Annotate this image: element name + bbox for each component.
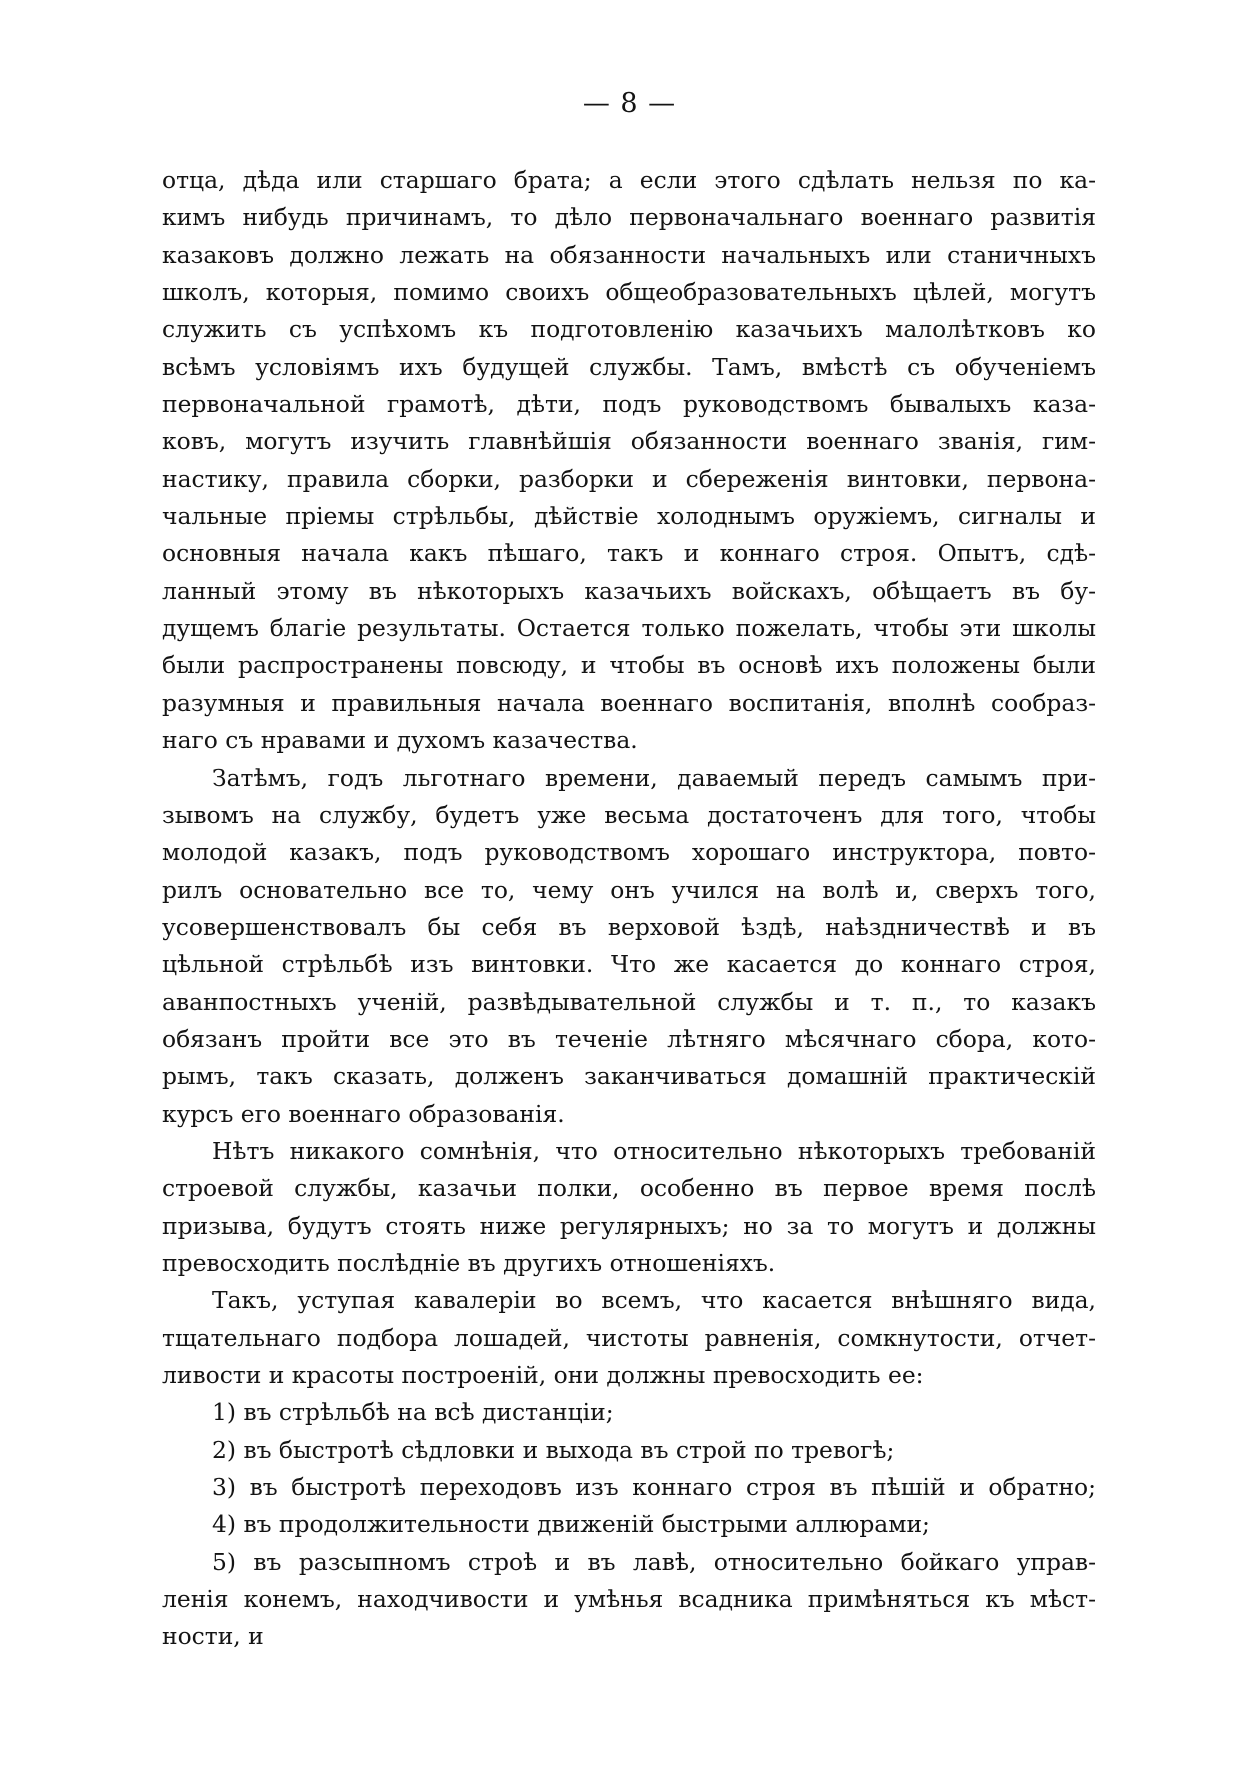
text-line: Затѣмъ, годъ льготнаго времени, даваемый передъ самымъ при- [212,763,1096,792]
text-line: курсъ его военнаго образованія. [162,1099,565,1128]
text-line: строевой службы, казачьи полки, особенно въ первое время послѣ [162,1174,1096,1203]
body-text [162,162,1096,1656]
text-line: отца, дѣда или старшаго брата; а если этого сдѣлать нельзя по ка- [162,166,1096,194]
text-line: дущемъ благіе результаты. Остается только пожелать, чтобы эти школы [162,614,1096,643]
text-line: разумныя и правильныя начала военнаго воспитанія, вполнѣ сообраз- [162,688,1096,717]
text-line: ланный этому въ нѣкоторыхъ казачьихъ войскахъ, обѣщаетъ въ бу- [162,576,1096,605]
list-item [162,1544,1096,1656]
text-line: казаковъ должно лежать на обязанности начальныхъ или станичныхъ [162,240,1096,269]
text-line: чальные пріемы стрѣльбы, дѣйствіе холоднымъ оружіемъ, сигналы и [162,502,1096,531]
text-line: ности, и [162,1622,264,1651]
text-line: всѣмъ условіямъ ихъ будущей службы. Тамъ, вмѣстѣ съ обученіемъ [162,352,1096,381]
text-line: школъ, которыя, помимо своихъ общеобразовательныхъ цѣлей, могутъ [162,278,1096,307]
text-line: усовершенствовалъ бы себя въ верховой ѣздѣ, наѣздничествѣ и въ [162,912,1096,941]
text-line: аванпостныхъ ученій, развѣдывательной службы и т. п., то казакъ [162,987,1096,1016]
list-item [162,1432,1096,1469]
text-line: цѣльной стрѣльбѣ изъ винтовки. Что же касается до коннаго строя, [162,950,1096,979]
text-line: первоначальной грамотѣ, дѣти, подъ руководствомъ бывалыхъ каза- [162,390,1096,419]
text-line: 1) въ стрѣльбѣ на всѣ дистанціи; [212,1398,614,1427]
text-line: ковъ, могутъ изучить главнѣйшія обязанности военнаго званія, гим- [162,427,1096,456]
text-line: наго съ нравами и духомъ казачества. [162,726,638,755]
text-line: 5) въ разсыпномъ строѣ и въ лавѣ, относительно бойкаго управ- [212,1547,1096,1576]
paragraph [162,1282,1096,1394]
list-item [162,1469,1096,1506]
text-line: служить съ успѣхомъ къ подготовленію казачьихъ малолѣтковъ ко [162,315,1096,344]
paragraph [162,1133,1096,1282]
text-line: 4) въ продолжительности движеній быстрыми аллюрами; [212,1510,930,1539]
text-line: кимъ нибудь причинамъ, то дѣло первоначальнаго военнаго развитія [162,203,1096,232]
paragraph [162,162,1096,760]
text-line: превосходить послѣдніе въ другихъ отношеніяхъ. [162,1248,776,1277]
text-line: рымъ, такъ сказать, долженъ заканчиваться домашній практическій [162,1062,1096,1091]
page-number: — 8 — [582,88,677,119]
list-item [162,1394,1096,1431]
text-line: ливости и красоты построеній, они должны превосходить ее: [162,1361,924,1389]
text-line: тщательнаго подбора лошадей, чистоты равненія, сомкнутости, отчет- [162,1323,1096,1352]
paragraph [162,760,1096,1133]
text-line: Нѣтъ никакого сомнѣнія, что относительно нѣкоторыхъ требованій [212,1136,1096,1165]
text-line: обязанъ пройти все это въ теченіе лѣтняго мѣсячнаго сбора, кото- [162,1024,1096,1053]
text-line: зывомъ на службу, будетъ уже весьма достаточенъ для того, чтобы [162,800,1096,829]
list-item [162,1506,1096,1543]
text-line: настику, правила сборки, разборки и сбереженія винтовки, первона- [162,464,1096,493]
text-line: ленія конемъ, находчивости и умѣнья всадника примѣняться къ мѣст- [162,1585,1096,1614]
text-line: основныя начала какъ пѣшаго, такъ и коннаго строя. Опытъ, сдѣ- [162,539,1096,568]
text-line: призыва, будутъ стоять ниже регулярныхъ; но за то могутъ и должны [162,1211,1096,1240]
text-line: рилъ основательно все то, чему онъ учился на волѣ и, сверхъ того, [162,875,1096,904]
text-line: 2) въ быстротѣ сѣдловки и выхода въ строй по тревогѣ; [212,1435,895,1464]
text-line: были распространены повсюду, и чтобы въ основѣ ихъ положены были [162,651,1096,680]
text-line: молодой казакъ, подъ руководствомъ хорошаго инструктора, повто- [162,838,1096,867]
text-line: Такъ, уступая кавалеріи во всемъ, что касается внѣшняго вида, [212,1286,1096,1315]
text-line: 3) въ быстротѣ переходовъ изъ коннаго строя въ пѣшій и обратно; [212,1473,1096,1502]
